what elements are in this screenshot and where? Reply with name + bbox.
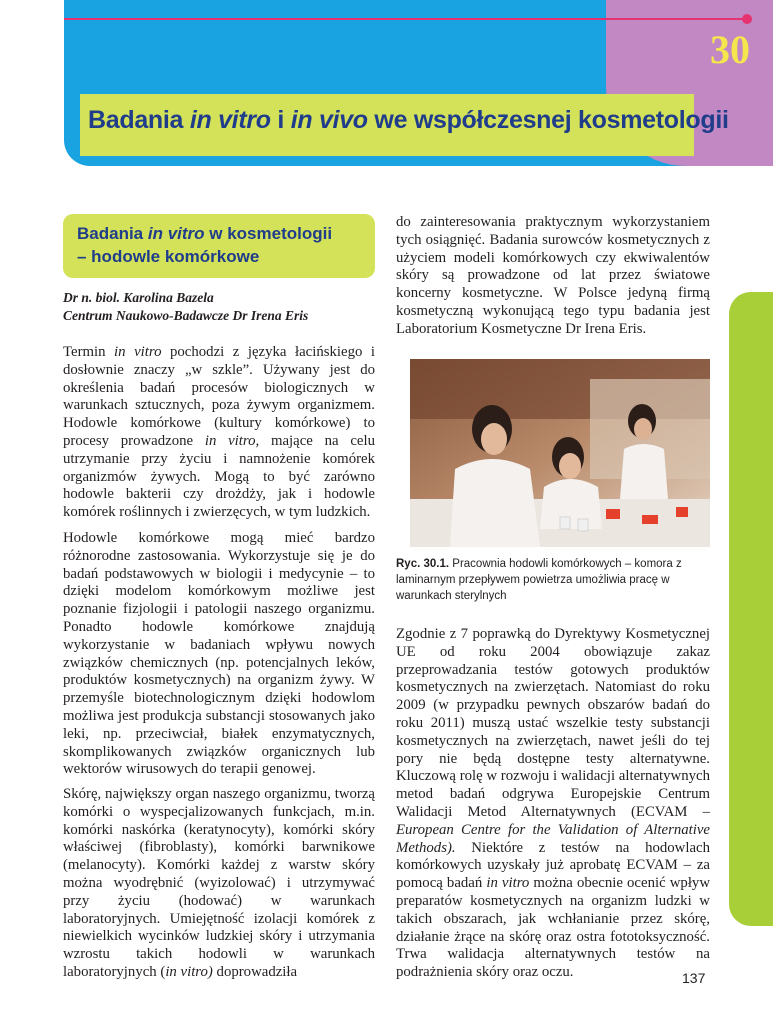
text-italic: in vitro [486, 875, 530, 892]
text: Skórę, największy organ naszego organizmu, tworzą komórki o wyspecjalizowanych funkcjach, m.in. komórki naskórka (keratynocyty), komórki skóry właściwej (fibroblasty), komórki barwnikowe (melanocyty). Komórki każdej z warstw skóry można wyodrębnić (wyizolować) i utrzymywać przy życiu (hodować) w warunkach laboratoryjnych. Umiejętność izolacji komórek z niewielkich wycinków ludzkiej skóry i utrzymania wzrostu takich hodowli w warunkach laboratoryjnych ( [63, 786, 375, 980]
caption-text: Pracownia hodowli komórkowych – komora z laminarnym przepływem powietrza umożliwia pracę w warunkach sterylnych [396, 558, 682, 602]
chapter-number: 30 [710, 27, 750, 72]
text-italic: in vitro [114, 344, 162, 360]
text: Zgodnie z 7 poprawką do Dyrektywy Kosmetycznej UE od roku 2004 obowiązuje zakaz przeprowadzania testów gotowych produktów kosmetycznych na zwierzętach. Natomiast do roku 2009 (w przypadku pewnych obszarów badań do roku 2011) muszą ustać wszelkie testy substancji kosmetycznych na zwierzętach, nawet jeśli do tej pory nie będą dostępne testy alternatywne. Kluczową rolę w rozwoju i walidacji alternatywnych metod badań odgrywa Europejskie Centrum Walidacji Metod Alternatywnych (ECVAM – [396, 626, 710, 820]
paragraph-directive [396, 626, 710, 982]
header-rule [64, 18, 744, 20]
section-text: w kosmetologii [204, 224, 333, 243]
page-number: 137 [682, 970, 706, 986]
title-text: we współczesnej kosmetologii [367, 106, 729, 134]
title-italic: in vivo [290, 106, 368, 134]
caption-label: Ryc. 30.1. [396, 558, 450, 570]
text: można obecnie ocenić wpływ preparatów kosmetycznych na organizm ludzki w takich obszarach, jak wchłanianie przez skórę, działanie żrące na skórę oraz ostra fototoksyczność. Trwa walidacja alternatywnych testów na podrażnienia skóry oraz oczu. [396, 875, 711, 981]
text: mające na celu utrzymanie przy życiu i namnożenie komórek organizmów żywych. Mogą to być zarówno hodowle bakterii czy drożdży, jak i hodowle komórek roślinnych i zwierzęcych, w tym ludzkich. [63, 432, 375, 521]
header-rule-dot [742, 14, 752, 24]
text: pochodzi z języka łacińskiego i dosłownie znaczy „w szkle”. Używany jest do określenia badań procesów biologicznych w warunkach sztucznych, poza żywym organizmem. Hodowle komórkowe (kultury komórkowe) to procesy prowadzone [63, 344, 376, 449]
text-italic: in vitro) [165, 963, 213, 980]
paragraph-continuation: do zainteresowania praktycznym wykorzystaniem tych osiągnięć. Badania surowców kosmetycznych z użyciem modeli komórkowych czy ekwiwalentów skóry są prowadzone od lat przez światowe koncerny kosmetyczne. W Polsce jedyną firmą kosmetyczną wykonującą tego typu badania jest Laboratorium Kosmetyczne Dr Irena Eris. [396, 214, 710, 337]
paragraph-applications: Hodowle komórkowe mogą mieć bardzo różnorodne zastosowania. Wykorzystuje się je do badań podstawowych w biologii i medycynie – to dzięki modelom komórkowym możliwe jest poznanie fizjologii i patologii naszego organizmu. Ponadto hodowle komórkowe znajdują wykorzystanie w badaniach wpływu nowych związków chemicznych (np. potencjalnych leków, produktów kosmetycznych) na organizm żywy. W przemyśle biotechnologicznym dzięki hodowlom możliwa jest produkcja substancji stosowanych jako leki, np. przeciwciał, białek enzymatycznych, skomplikowanych związków organicznych lub wektorów wirusowych do terapii genowej. [63, 530, 375, 778]
figure-caption [396, 556, 710, 604]
section-heading [63, 214, 375, 278]
title-text: i [270, 106, 291, 134]
text: Niektóre z testów na hodowlach komórkowych uzyskały już aprobatę ECVAM – za pomocą badań [396, 839, 710, 892]
side-tab [729, 292, 773, 926]
text-italic: European Centre for the Validation of Alternative Methods). [396, 821, 710, 856]
section-heading-line1 [77, 224, 332, 244]
text-italic: in vitro, [204, 432, 260, 449]
author-affiliation: Centrum Naukowo-Badawcze Dr Irena Eris [63, 308, 309, 323]
author-name: Dr n. biol. Karolina Bazela [63, 290, 214, 305]
text: doprowadziła [212, 963, 298, 980]
lab-photo-illustration [410, 359, 710, 547]
section-italic: in vitro [147, 224, 205, 243]
paragraph-intro [63, 344, 375, 522]
section-text: Badania [77, 224, 148, 243]
chapter-title [88, 106, 729, 135]
paragraph-skin [63, 786, 375, 982]
title-text: Badania [88, 106, 190, 134]
title-italic: in vitro [189, 106, 271, 134]
section-heading-line2: – hodowle komórkowe [77, 247, 260, 266]
text: Termin [63, 344, 115, 360]
lab-photo [410, 359, 710, 547]
title-bar [80, 94, 729, 156]
